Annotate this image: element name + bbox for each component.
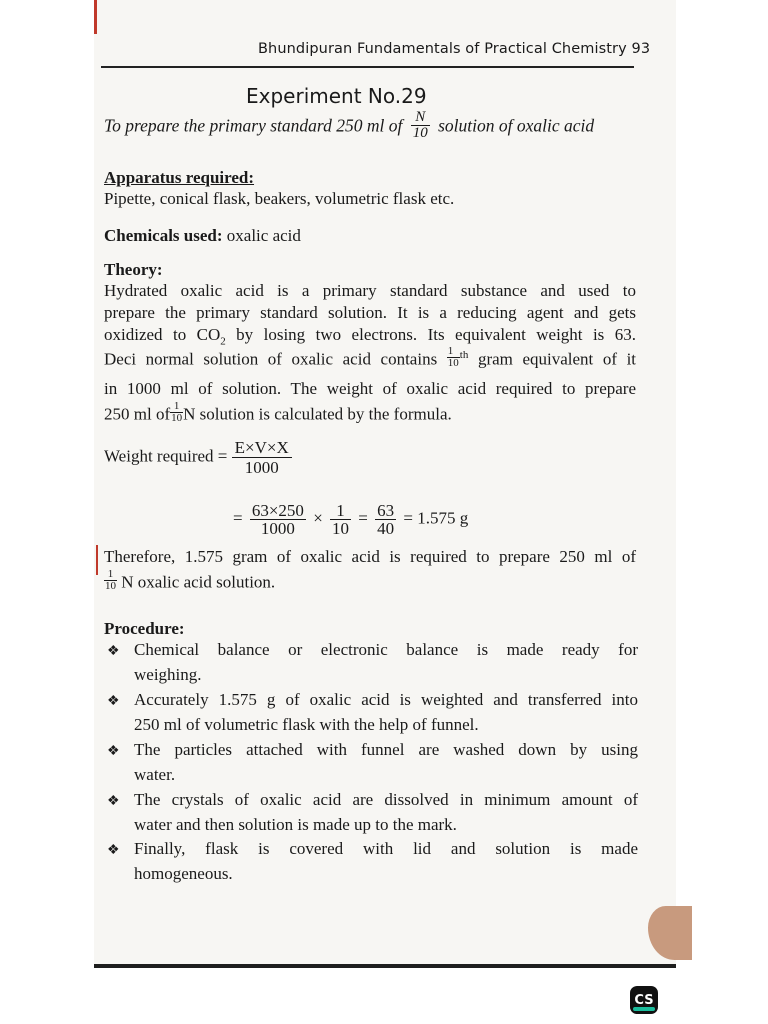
- procedure-item-5-line-1: Finally, flask is covered with lid and solution is made: [134, 839, 638, 858]
- formula-denominator: 1000: [244, 458, 279, 477]
- calc-equals-1: =: [233, 508, 243, 528]
- calc-f1-denominator: 1000: [260, 519, 295, 538]
- formula-label: Weight required =: [104, 446, 228, 466]
- calc-fraction-1: [250, 502, 306, 537]
- procedure-item-1-line-1: Chemical balance or electronic balance is made ready for: [134, 640, 638, 659]
- theory-line-2: prepare the primary standard solution. It is a reducing agent and gets: [104, 303, 636, 322]
- procedure-item-1-line-2: weighing.: [134, 665, 202, 684]
- aim-fraction-numerator: N: [411, 110, 430, 126]
- weight-formula: [104, 438, 292, 477]
- calc-f2-numerator: 1: [330, 502, 351, 520]
- red-margin-mark: [94, 0, 97, 34]
- tenth-denominator: 10: [447, 357, 459, 370]
- theory-heading: Theory:: [104, 260, 163, 279]
- bullet-icon: ❖: [107, 644, 120, 659]
- co2-subscript: 2: [220, 335, 226, 348]
- bullet-icon: ❖: [107, 694, 120, 709]
- aim-fraction: [411, 110, 430, 141]
- chemicals-line: [104, 226, 301, 246]
- conclusion-line-2-b: N oxalic acid solution.: [121, 572, 276, 592]
- running-header: Bhundipuran Fundamentals of Practical Chemistry 93: [258, 41, 651, 57]
- camscanner-badge-icon: [630, 986, 658, 1014]
- tenth-denominator-2: 10: [171, 412, 183, 424]
- aim-fraction-denominator: 10: [412, 125, 428, 141]
- calc-fraction-3: [375, 502, 396, 537]
- theory-line-1: Hydrated oxalic acid is a primary standard substance and used to: [104, 281, 636, 300]
- calc-equals-2: =: [358, 508, 368, 528]
- page-bottom-edge: [94, 964, 676, 968]
- calc-fraction-2: [330, 502, 351, 537]
- margin-mark: [96, 545, 98, 575]
- theory-line-4-a: Deci normal solution of oxalic acid contains: [104, 349, 438, 369]
- tenth-numerator-2: 1: [170, 401, 183, 413]
- procedure-item-4-line-2: water and then solution is made up to the mark.: [134, 815, 457, 834]
- calc-result: = 1.575 g: [403, 508, 469, 528]
- conclusion-denominator: 10: [105, 580, 116, 592]
- calc-f2-denominator: 10: [332, 519, 350, 538]
- apparatus-heading: Apparatus required:: [104, 168, 255, 187]
- calc-times: ×: [313, 508, 323, 528]
- conclusion-line-1: Therefore, 1.575 gram of oxalic acid is required to prepare 250 ml of: [104, 547, 636, 566]
- theory-line-6: [104, 400, 452, 427]
- badge-text: CS: [634, 992, 654, 1008]
- tenth-fraction: [447, 346, 460, 369]
- procedure-item-2-line-1: Accurately 1.575 g of oxalic acid is weighted and transferred into: [134, 690, 638, 709]
- theory-line-3-a: oxidized to CO: [104, 325, 221, 344]
- procedure-item-2-line-2: 250 ml of volumetric flask with the help of funnel.: [134, 715, 479, 734]
- theory-line-5: in 1000 ml of solution. The weight of oxalic acid required to prepare: [104, 379, 636, 398]
- th-superscript: th: [459, 349, 469, 361]
- procedure-item-4-line-1: The crystals of oxalic acid are dissolved in minimum amount of: [134, 790, 638, 809]
- tenth-fraction-2: [170, 401, 183, 424]
- bullet-icon: ❖: [107, 794, 120, 809]
- procedure-heading: Procedure:: [104, 619, 185, 638]
- calc-f3-numerator: 63: [377, 501, 395, 520]
- theory-line-3: [104, 325, 636, 347]
- apparatus-text: Pipette, conical flask, beakers, volumetric flask etc.: [104, 189, 455, 208]
- theory-line-4-b: gram equivalent of it: [477, 349, 637, 369]
- weight-calculation: [233, 502, 468, 537]
- experiment-aim: [104, 109, 595, 143]
- bullet-icon: ❖: [107, 843, 120, 858]
- procedure-item-3-line-2: water.: [134, 765, 176, 784]
- theory-line-4: [104, 345, 637, 372]
- theory-line-6-b: N solution is calculated by the formula.: [183, 404, 452, 424]
- header-rule: [101, 66, 634, 68]
- aim-text-after: solution of oxalic acid: [438, 115, 595, 136]
- bullet-icon: ❖: [107, 744, 120, 759]
- procedure-item-5-line-2: homogeneous.: [134, 864, 233, 883]
- tenth-numerator: 1: [447, 346, 460, 358]
- theory-line-3-b: by losing two electrons. Its equivalent weight is 63.: [225, 325, 636, 344]
- formula-numerator: E×V×X: [232, 438, 292, 458]
- conclusion-numerator: 1: [104, 569, 117, 581]
- chemicals-heading: Chemicals used:: [104, 226, 223, 245]
- aim-text-before: To prepare the primary standard 250 ml of: [104, 115, 403, 136]
- calc-f1-numerator: 63×250: [251, 501, 304, 520]
- conclusion-fraction: [104, 569, 117, 592]
- conclusion-line-2: [104, 568, 276, 595]
- theory-line-6-a: 250 ml of: [104, 404, 171, 424]
- procedure-item-3-line-1: The particles attached with funnel are washed down by using: [134, 740, 638, 759]
- experiment-title: Experiment No.29: [246, 84, 427, 108]
- calc-f3-denominator: 40: [377, 519, 395, 538]
- chemicals-text: oxalic acid: [226, 226, 301, 245]
- formula-fraction: [232, 438, 292, 477]
